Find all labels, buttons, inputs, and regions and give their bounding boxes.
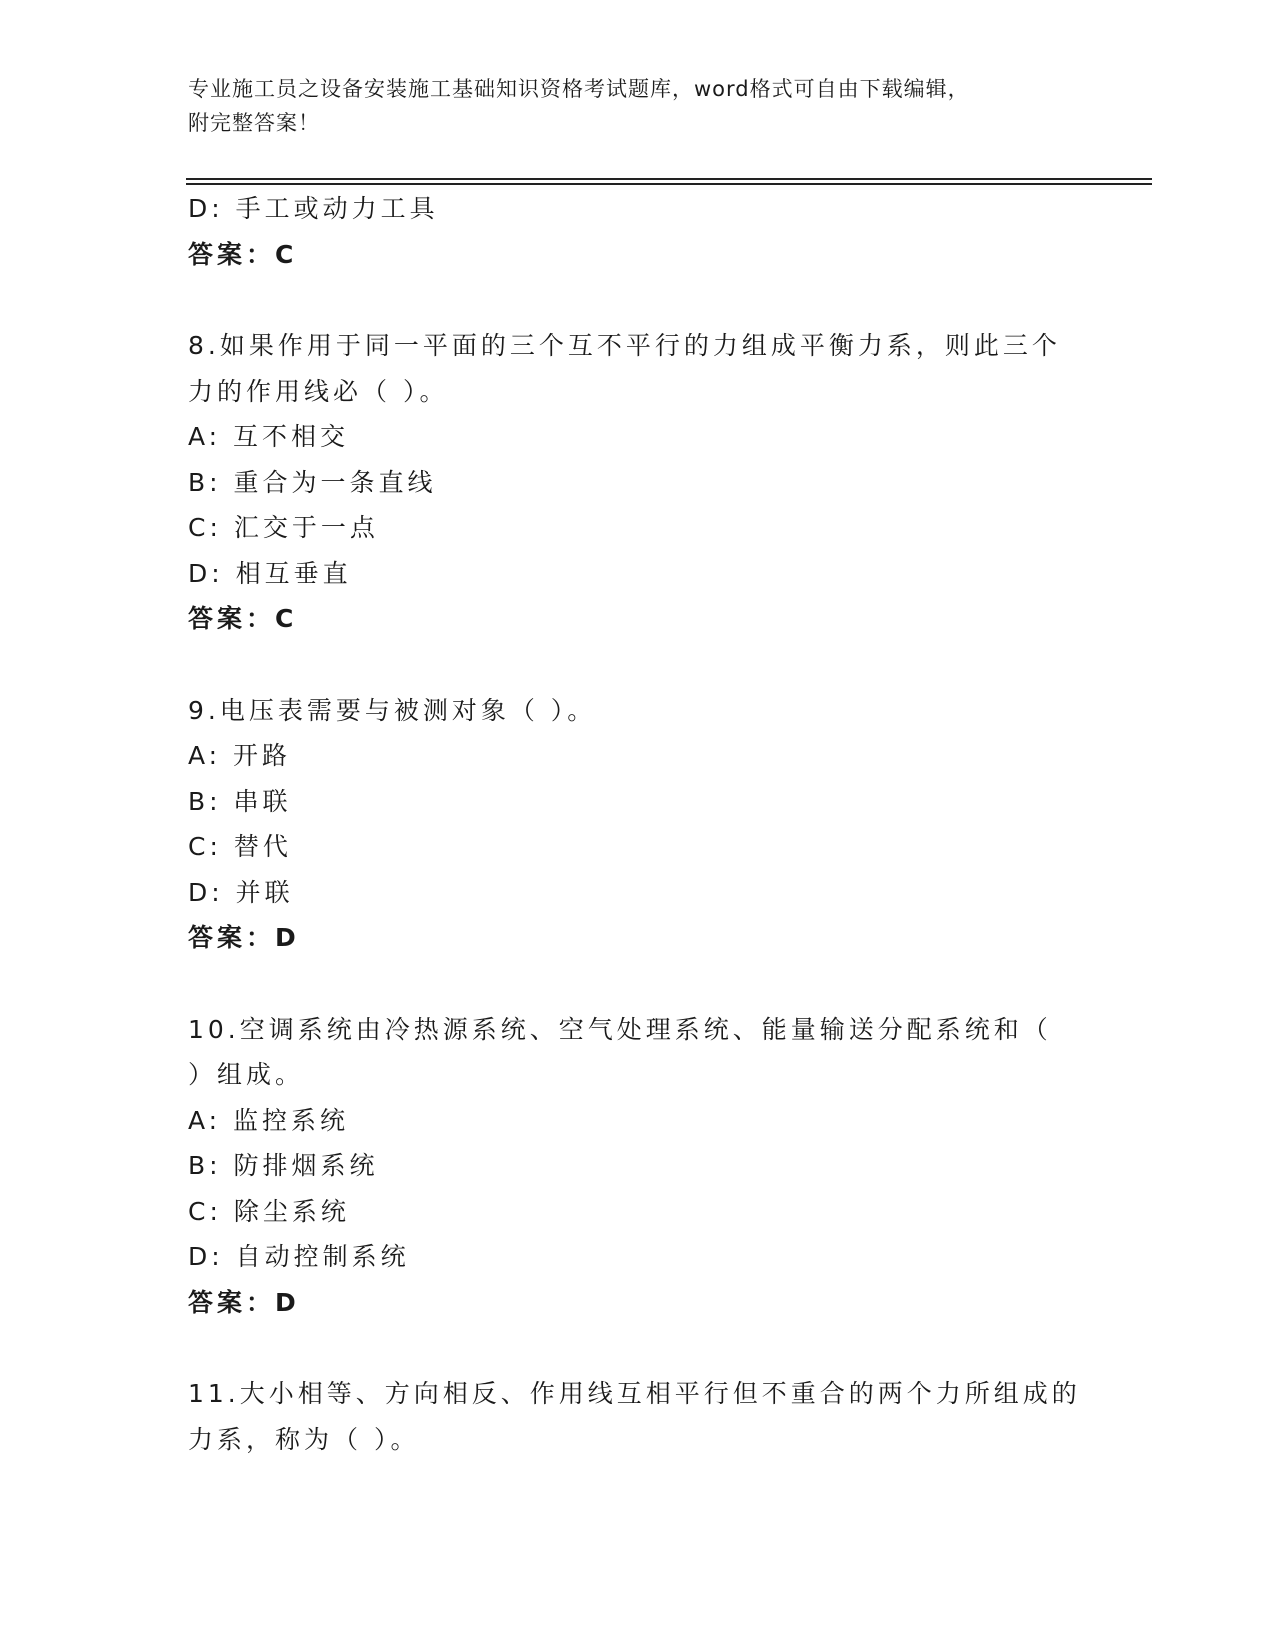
previous-question-tail	[188, 186, 1088, 277]
option-a: A: 开路	[188, 741, 292, 770]
option-b: B: 串联	[188, 786, 292, 816]
answer: 答案：D	[188, 1287, 300, 1317]
option-d: D: 并联	[188, 877, 294, 907]
question-list	[188, 186, 1088, 1462]
document-header	[188, 72, 1088, 140]
header-line-1: 专业施工员之设备安装施工基础知识资格考试题库，word格式可自由下载编辑，	[188, 77, 970, 101]
answer: 答案：C	[188, 604, 298, 633]
option-d: D: 相互垂直	[188, 558, 352, 588]
question-stem-continued: 力系，称为（ ）。	[188, 1424, 420, 1454]
option-c: C: 除尘系统	[188, 1196, 350, 1226]
header-divider-bottom	[186, 183, 1152, 185]
option-a: A: 监控系统	[188, 1105, 350, 1135]
question-stem: 10.空调系统由冷热源系统、空气处理系统、能量输送分配系统和（	[188, 1014, 1052, 1044]
question-stem-continued: ）组成。	[188, 1060, 305, 1089]
option-d: D: 自动控制系统	[188, 1242, 410, 1271]
question-10	[188, 1007, 1088, 1326]
question-stem-continued: 力的作用线必（ ）。	[188, 376, 449, 406]
option-c: C: 汇交于一点	[188, 513, 379, 542]
option-b: B: 防排烟系统	[188, 1151, 379, 1180]
option-b: B: 重合为一条直线	[188, 467, 437, 497]
question-9	[188, 688, 1088, 961]
question-stem: 11.大小相等、方向相反、作用线互相平行但不重合的两个力所组成的	[188, 1379, 1081, 1408]
question-8	[188, 323, 1088, 642]
header-divider-top	[186, 178, 1152, 180]
option-a: A: 互不相交	[188, 422, 350, 451]
header-line-2: 附完整答案！	[188, 111, 320, 135]
option-c: C: 替代	[188, 832, 292, 861]
answer: 答案：D	[188, 923, 300, 952]
question-stem: 8.如果作用于同一平面的三个互不平行的力组成平衡力系，则此三个	[188, 331, 1061, 360]
question-stem: 9.电压表需要与被测对象（ ）。	[188, 695, 597, 725]
question-11	[188, 1371, 1088, 1462]
option-d: D: 手工或动力工具	[188, 194, 439, 223]
answer: 答案：C	[188, 239, 298, 269]
